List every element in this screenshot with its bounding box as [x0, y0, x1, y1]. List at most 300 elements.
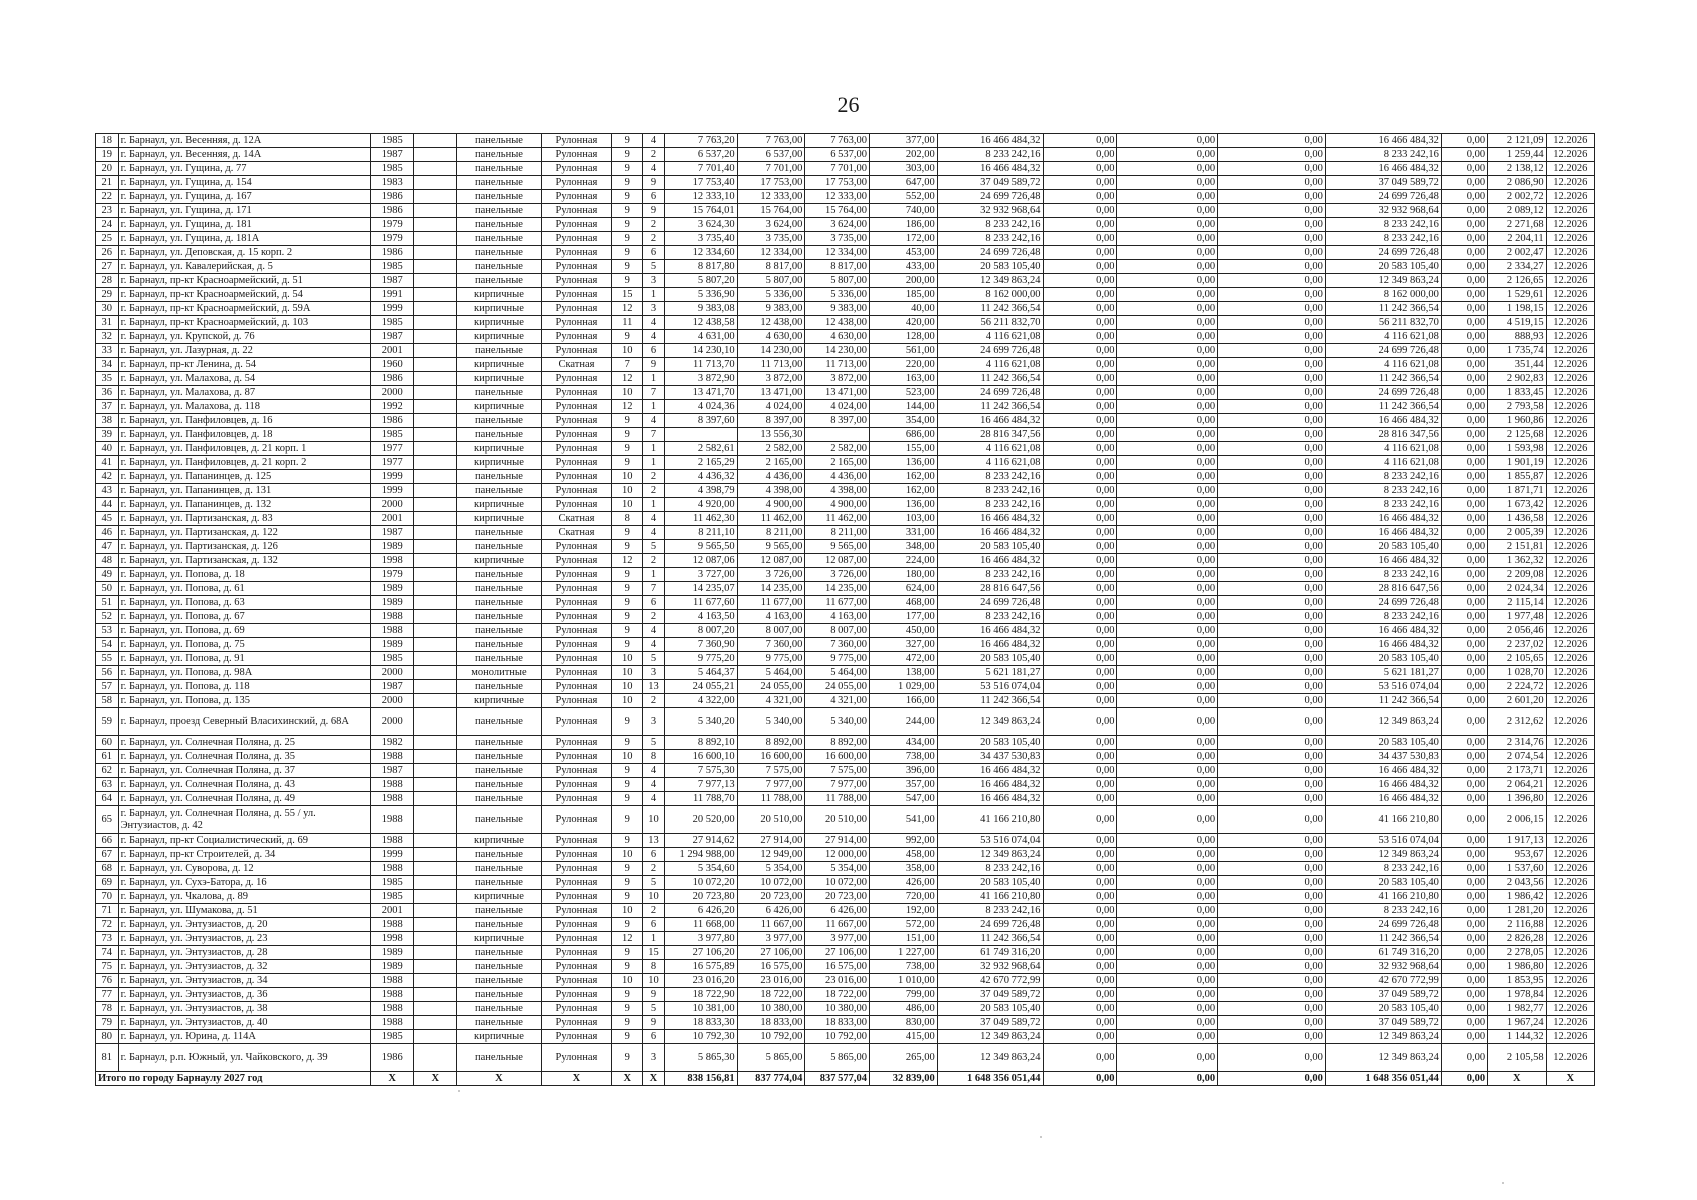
table-cell: 2 105,65 — [1488, 652, 1547, 666]
table-cell: 27 106,20 — [664, 946, 737, 960]
table-cell: 0,00 — [1441, 302, 1487, 316]
table-cell: г. Барнаул, проезд Северный Власихинский, д. 68А — [118, 708, 371, 736]
table-cell: панельные — [457, 848, 541, 862]
table-cell: г. Барнаул, ул. Энтузиастов, д. 23 — [118, 932, 371, 946]
table-cell: 48 — [96, 554, 119, 568]
table-cell: 80 — [96, 1030, 119, 1044]
table-cell: 41 166 210,80 — [1325, 890, 1441, 904]
table-cell: 0,00 — [1218, 246, 1326, 260]
table-cell: 8 233 242,16 — [937, 232, 1043, 246]
table-cell: 0,00 — [1043, 904, 1117, 918]
table-row — [96, 1016, 1595, 1030]
table-cell: г. Барнаул, ул. Солнечная Поляна, д. 25 — [118, 736, 371, 750]
table-cell: 5 354,00 — [805, 862, 870, 876]
table-cell: 1 593,98 — [1488, 442, 1547, 456]
table-cell: 9 383,08 — [664, 302, 737, 316]
table-cell: 9 — [612, 1016, 643, 1030]
table-cell: 2 — [643, 232, 665, 246]
table-cell: 10 792,30 — [664, 1030, 737, 1044]
table-cell: 1 227,00 — [870, 946, 938, 960]
table-cell: панельные — [457, 176, 541, 190]
table-cell: 0,00 — [1043, 610, 1117, 624]
table-cell: 27 914,00 — [737, 834, 805, 848]
table-cell: 2 — [643, 148, 665, 162]
table-cell: 1 986,80 — [1488, 960, 1547, 974]
table-cell: 3 735,40 — [664, 232, 737, 246]
table-cell: 16 466 484,32 — [1325, 624, 1441, 638]
table-cell: 2 121,09 — [1488, 134, 1547, 148]
table-cell: 0,00 — [1441, 596, 1487, 610]
table-cell — [414, 330, 457, 344]
table-cell: 0,00 — [1043, 750, 1117, 764]
table-cell: 2 089,12 — [1488, 204, 1547, 218]
table-cell: 1 537,60 — [1488, 862, 1547, 876]
table-cell — [414, 218, 457, 232]
table-row — [96, 330, 1595, 344]
table-cell: 16 466 484,32 — [937, 624, 1043, 638]
table-cell: 163,00 — [870, 372, 938, 386]
table-cell: 55 — [96, 652, 119, 666]
table-cell: панельные — [457, 778, 541, 792]
table-cell — [414, 876, 457, 890]
table-cell: 15 764,01 — [664, 204, 737, 218]
table-cell: 0,00 — [1043, 946, 1117, 960]
table-row — [96, 372, 1595, 386]
table-cell: 1977 — [371, 442, 414, 456]
table-cell: 192,00 — [870, 904, 938, 918]
table-cell: панельные — [457, 904, 541, 918]
table-cell: 12.2026 — [1546, 890, 1594, 904]
table-cell: 0,00 — [1117, 834, 1218, 848]
table-row — [96, 302, 1595, 316]
table-cell: 1 735,74 — [1488, 344, 1547, 358]
table-cell: 12 — [612, 372, 643, 386]
table-cell: панельные — [457, 750, 541, 764]
table-cell: 16 466 484,32 — [937, 554, 1043, 568]
table-cell: 1 — [643, 400, 665, 414]
table-cell: Рулонная — [541, 470, 612, 484]
table-row — [96, 190, 1595, 204]
table-cell: 12.2026 — [1546, 372, 1594, 386]
table-cell: 0,00 — [1117, 610, 1218, 624]
table-cell: 0,00 — [1043, 862, 1117, 876]
table-cell: 2 165,00 — [805, 456, 870, 470]
table-cell: 8 233 242,16 — [1325, 862, 1441, 876]
table-cell: 56 — [96, 666, 119, 680]
table-cell: Рулонная — [541, 162, 612, 176]
table-cell: 10 — [612, 694, 643, 708]
table-cell: 1986 — [371, 414, 414, 428]
table-cell: 9 775,20 — [664, 652, 737, 666]
table-cell: 47 — [96, 540, 119, 554]
table-cell: 8 397,00 — [737, 414, 805, 428]
table-cell: 2001 — [371, 904, 414, 918]
table-cell: Рулонная — [541, 498, 612, 512]
table-cell: 12.2026 — [1546, 218, 1594, 232]
table-cell: 1 917,13 — [1488, 834, 1547, 848]
table-cell: 0,00 — [1441, 666, 1487, 680]
table-cell: 0,00 — [1043, 540, 1117, 554]
table-cell: 61 — [96, 750, 119, 764]
table-cell: 12 349 863,24 — [937, 1044, 1043, 1072]
table-cell: 185,00 — [870, 288, 938, 302]
table-cell: кирпичные — [457, 554, 541, 568]
table-cell: 8 892,00 — [737, 736, 805, 750]
table-cell: 8 233 242,16 — [937, 568, 1043, 582]
table-cell: 10 072,20 — [664, 876, 737, 890]
table-cell: 0,00 — [1117, 988, 1218, 1002]
table-cell: 16 466 484,32 — [937, 512, 1043, 526]
table-cell: 0,00 — [1117, 918, 1218, 932]
table-cell: 11 242 366,54 — [1325, 400, 1441, 414]
table-cell: 9 — [612, 330, 643, 344]
table-cell: 0,00 — [1218, 232, 1326, 246]
table-cell: Рулонная — [541, 778, 612, 792]
table-cell: Рулонная — [541, 862, 612, 876]
table-cell: 0,00 — [1218, 694, 1326, 708]
table-cell — [414, 204, 457, 218]
table-cell: 7 — [612, 358, 643, 372]
table-cell: 9 — [612, 624, 643, 638]
table-cell: Рулонная — [541, 302, 612, 316]
table-cell: 8 233 242,16 — [1325, 610, 1441, 624]
table-cell: Рулонная — [541, 806, 612, 834]
table-cell: 8 233 242,16 — [937, 498, 1043, 512]
table-cell: 0,00 — [1043, 1030, 1117, 1044]
table-cell: 7 — [643, 582, 665, 596]
table-cell: 0,00 — [1441, 400, 1487, 414]
table-cell: Рулонная — [541, 554, 612, 568]
table-cell: 1 259,44 — [1488, 148, 1547, 162]
table-cell: 358,00 — [870, 862, 938, 876]
table-cell: панельные — [457, 1044, 541, 1072]
table-cell: 1960 — [371, 358, 414, 372]
table-cell: 0,00 — [1043, 302, 1117, 316]
table-cell: панельные — [457, 582, 541, 596]
table-cell: панельные — [457, 862, 541, 876]
table-cell — [414, 512, 457, 526]
table-cell: 12 087,00 — [737, 554, 805, 568]
table-cell: панельные — [457, 918, 541, 932]
table-cell: 9 — [612, 568, 643, 582]
table-cell: 327,00 — [870, 638, 938, 652]
table-cell: 79 — [96, 1016, 119, 1030]
table-cell: 4 398,79 — [664, 484, 737, 498]
table-cell: 16 575,00 — [805, 960, 870, 974]
total-cell: X — [612, 1072, 643, 1086]
table-cell: 3 — [643, 708, 665, 736]
table-cell: 0,00 — [1218, 624, 1326, 638]
table-cell: 0,00 — [1043, 764, 1117, 778]
table-cell: 10 380,00 — [737, 1002, 805, 1016]
table-cell: 0,00 — [1441, 778, 1487, 792]
table-cell: 12 949,00 — [737, 848, 805, 862]
table-cell: 0,00 — [1441, 274, 1487, 288]
table-cell: Рулонная — [541, 582, 612, 596]
table-cell: 0,00 — [1117, 680, 1218, 694]
table-cell: 0,00 — [1218, 596, 1326, 610]
table-cell: панельные — [457, 792, 541, 806]
table-cell: 1 010,00 — [870, 974, 938, 988]
table-cell: г. Барнаул, пр-кт Социалистический, д. 69 — [118, 834, 371, 848]
table-cell: 552,00 — [870, 190, 938, 204]
table-row — [96, 162, 1595, 176]
table-cell — [414, 358, 457, 372]
table-cell: 0,00 — [1117, 246, 1218, 260]
table-cell: 12.2026 — [1546, 1044, 1594, 1072]
table-cell: 11 242 366,54 — [937, 932, 1043, 946]
table-cell: 0,00 — [1441, 1030, 1487, 1044]
table-cell: Рулонная — [541, 190, 612, 204]
table-cell — [414, 974, 457, 988]
table-cell: 12 349 863,24 — [1325, 274, 1441, 288]
table-cell: 0,00 — [1043, 316, 1117, 330]
table-cell: Рулонная — [541, 694, 612, 708]
table-cell: 4 116 621,08 — [937, 330, 1043, 344]
table-cell: 23 016,00 — [805, 974, 870, 988]
table-cell: 8 233 242,16 — [1325, 470, 1441, 484]
table-cell: Рулонная — [541, 890, 612, 904]
table-cell: г. Барнаул, ул. Шумакова, д. 51 — [118, 904, 371, 918]
table-cell: 7 — [643, 386, 665, 400]
table-cell: 10 — [612, 652, 643, 666]
table-cell: 4 322,00 — [664, 694, 737, 708]
table-cell: 9 — [612, 862, 643, 876]
table-cell: 0,00 — [1043, 232, 1117, 246]
table-cell: Рулонная — [541, 946, 612, 960]
table-cell: Рулонная — [541, 246, 612, 260]
table-cell: 4 — [643, 778, 665, 792]
table-cell: 4 024,00 — [805, 400, 870, 414]
table-cell: 2000 — [371, 386, 414, 400]
table-cell: 12.2026 — [1546, 652, 1594, 666]
table-cell: 16 466 484,32 — [937, 764, 1043, 778]
table-cell: панельные — [457, 470, 541, 484]
table-cell: 8 397,00 — [805, 414, 870, 428]
table-cell: 1989 — [371, 540, 414, 554]
table-cell: 0,00 — [1043, 1044, 1117, 1072]
table-cell: 28 — [96, 274, 119, 288]
table-cell: 8 233 242,16 — [937, 484, 1043, 498]
table-cell: 1 — [643, 498, 665, 512]
table-cell: 12.2026 — [1546, 344, 1594, 358]
table-cell: г. Барнаул, ул. Малахова, д. 54 — [118, 372, 371, 386]
total-cell: 1 648 356 051,44 — [1325, 1072, 1441, 1086]
table-cell: 0,00 — [1441, 694, 1487, 708]
table-cell: 0,00 — [1441, 708, 1487, 736]
table-cell: панельные — [457, 134, 541, 148]
table-cell: 12.2026 — [1546, 386, 1594, 400]
table-cell: Скатная — [541, 358, 612, 372]
table-cell: 0,00 — [1043, 890, 1117, 904]
table-cell: 1 529,61 — [1488, 288, 1547, 302]
table-cell: 8 233 242,16 — [1325, 498, 1441, 512]
table-cell: 0,00 — [1441, 876, 1487, 890]
table-cell: 0,00 — [1441, 204, 1487, 218]
table-cell: 202,00 — [870, 148, 938, 162]
table-cell: 9 — [612, 582, 643, 596]
table-cell: 1 673,42 — [1488, 498, 1547, 512]
table-cell: панельные — [457, 568, 541, 582]
table-cell: г. Барнаул, ул. Чкалова, д. 89 — [118, 890, 371, 904]
table-cell: 12 087,06 — [664, 554, 737, 568]
table-cell: 24 055,21 — [664, 680, 737, 694]
table-cell: 624,00 — [870, 582, 938, 596]
table-row — [96, 414, 1595, 428]
table-cell: 4 — [643, 638, 665, 652]
table-cell: г. Барнаул, пр-кт Строителей, д. 34 — [118, 848, 371, 862]
table-cell: 9 — [612, 414, 643, 428]
table-cell: кирпичные — [457, 932, 541, 946]
table-cell: 9 383,00 — [805, 302, 870, 316]
table-cell: 186,00 — [870, 218, 938, 232]
table-cell: 12 349 863,24 — [1325, 708, 1441, 736]
table-cell: Рулонная — [541, 134, 612, 148]
table-cell: 10 — [643, 890, 665, 904]
table-cell: 0,00 — [1441, 652, 1487, 666]
table-cell: г. Барнаул, ул. Солнечная Поляна, д. 43 — [118, 778, 371, 792]
table-cell: 0,00 — [1117, 190, 1218, 204]
table-cell: 2 — [643, 484, 665, 498]
table-cell: 9 — [612, 540, 643, 554]
table-cell: 12.2026 — [1546, 750, 1594, 764]
table-row — [96, 638, 1595, 652]
table-cell: 12.2026 — [1546, 260, 1594, 274]
table-cell: 0,00 — [1043, 498, 1117, 512]
table-cell: 4 — [643, 162, 665, 176]
table-cell: 13 — [643, 680, 665, 694]
table-cell: 0,00 — [1218, 666, 1326, 680]
table-cell: 9 — [612, 218, 643, 232]
table-cell: 28 816 647,56 — [1325, 582, 1441, 596]
table-cell: кирпичные — [457, 512, 541, 526]
table-cell: 16 466 484,32 — [1325, 764, 1441, 778]
table-cell: 0,00 — [1441, 932, 1487, 946]
table-cell: 6 — [643, 596, 665, 610]
table-cell: 6 537,00 — [737, 148, 805, 162]
table-cell: 6 — [643, 1030, 665, 1044]
table-cell: 8 007,20 — [664, 624, 737, 638]
table-cell: 4 024,00 — [737, 400, 805, 414]
table-cell: 8 233 242,16 — [937, 904, 1043, 918]
table-cell: г. Барнаул, ул. Попова, д. 67 — [118, 610, 371, 624]
table-cell: 3 726,00 — [737, 568, 805, 582]
table-cell — [414, 540, 457, 554]
table-cell: 5 340,00 — [737, 708, 805, 736]
table-cell: 2 165,29 — [664, 456, 737, 470]
table-cell: 12.2026 — [1546, 876, 1594, 890]
table-cell: 3 872,90 — [664, 372, 737, 386]
table-cell: 0,00 — [1043, 456, 1117, 470]
table-cell: Рулонная — [541, 316, 612, 330]
table-cell: 1979 — [371, 232, 414, 246]
table-cell: 0,00 — [1043, 442, 1117, 456]
table-cell: 11 242 366,54 — [937, 372, 1043, 386]
table-cell: 0,00 — [1218, 218, 1326, 232]
table-cell: 16 575,89 — [664, 960, 737, 974]
table-cell: 41 — [96, 456, 119, 470]
table-cell — [414, 736, 457, 750]
table-cell: 5 464,00 — [805, 666, 870, 680]
table-cell: 541,00 — [870, 806, 938, 834]
table-cell: 0,00 — [1441, 344, 1487, 358]
table-cell: 0,00 — [1117, 512, 1218, 526]
table-cell: 21 — [96, 176, 119, 190]
table-cell: 42 670 772,99 — [937, 974, 1043, 988]
table-cell: 8 817,80 — [664, 260, 737, 274]
table-cell: 0,00 — [1043, 792, 1117, 806]
table-cell: 572,00 — [870, 918, 938, 932]
table-cell: 426,00 — [870, 876, 938, 890]
table-cell — [414, 750, 457, 764]
table-cell — [414, 274, 457, 288]
table-cell: 303,00 — [870, 162, 938, 176]
table-cell: г. Барнаул, ул. Деповская, д. 15 корп. 2 — [118, 246, 371, 260]
table-cell: 9 — [612, 890, 643, 904]
table-cell: панельные — [457, 736, 541, 750]
table-cell: панельные — [457, 806, 541, 834]
table-cell: 1998 — [371, 554, 414, 568]
table-row — [96, 792, 1595, 806]
table-cell — [414, 428, 457, 442]
table-cell: 13 471,00 — [737, 386, 805, 400]
table-cell: 0,00 — [1218, 750, 1326, 764]
table-cell: 4 321,00 — [805, 694, 870, 708]
table-cell: 20 583 105,40 — [1325, 260, 1441, 274]
table-cell: г. Барнаул, ул. Попова, д. 61 — [118, 582, 371, 596]
table-cell: панельные — [457, 204, 541, 218]
table-cell: г. Барнаул, ул. Партизанская, д. 83 — [118, 512, 371, 526]
table-cell: 4 116 621,08 — [937, 442, 1043, 456]
table-cell: 0,00 — [1441, 568, 1487, 582]
table-cell: 2000 — [371, 666, 414, 680]
table-cell: 0,00 — [1218, 988, 1326, 1002]
table-cell: 0,00 — [1218, 680, 1326, 694]
table-cell: 1 977,48 — [1488, 610, 1547, 624]
table-cell: 7 977,13 — [664, 778, 737, 792]
table-cell: 4 900,00 — [737, 498, 805, 512]
table-row — [96, 344, 1595, 358]
table-cell: 12 349 863,24 — [1325, 848, 1441, 862]
table-cell: 12.2026 — [1546, 974, 1594, 988]
table-cell: 10 380,00 — [805, 1002, 870, 1016]
table-cell: 12.2026 — [1546, 288, 1594, 302]
table-cell: 2 105,58 — [1488, 1044, 1547, 1072]
table-cell: 24 699 726,48 — [1325, 918, 1441, 932]
table-cell: 0,00 — [1441, 246, 1487, 260]
table-cell: 8 007,00 — [805, 624, 870, 638]
table-cell: 1 901,19 — [1488, 456, 1547, 470]
table-cell: 2001 — [371, 512, 414, 526]
total-cell: 838 156,81 — [664, 1072, 737, 1086]
table-cell — [414, 1016, 457, 1030]
table-cell: 0,00 — [1441, 890, 1487, 904]
table-cell: 1985 — [371, 876, 414, 890]
table-cell: 5 340,00 — [805, 708, 870, 736]
table-cell: 224,00 — [870, 554, 938, 568]
table-cell — [414, 778, 457, 792]
table-cell: 24 699 726,48 — [1325, 190, 1441, 204]
table-cell: 888,93 — [1488, 330, 1547, 344]
table-cell: 10 381,00 — [664, 1002, 737, 1016]
table-row — [96, 750, 1595, 764]
table-cell: 18 — [96, 134, 119, 148]
table-cell: 0,00 — [1117, 176, 1218, 190]
table-cell: 77 — [96, 988, 119, 1002]
table-cell: 0,00 — [1441, 372, 1487, 386]
table-cell: 1979 — [371, 218, 414, 232]
table-cell: 20 583 105,40 — [937, 652, 1043, 666]
